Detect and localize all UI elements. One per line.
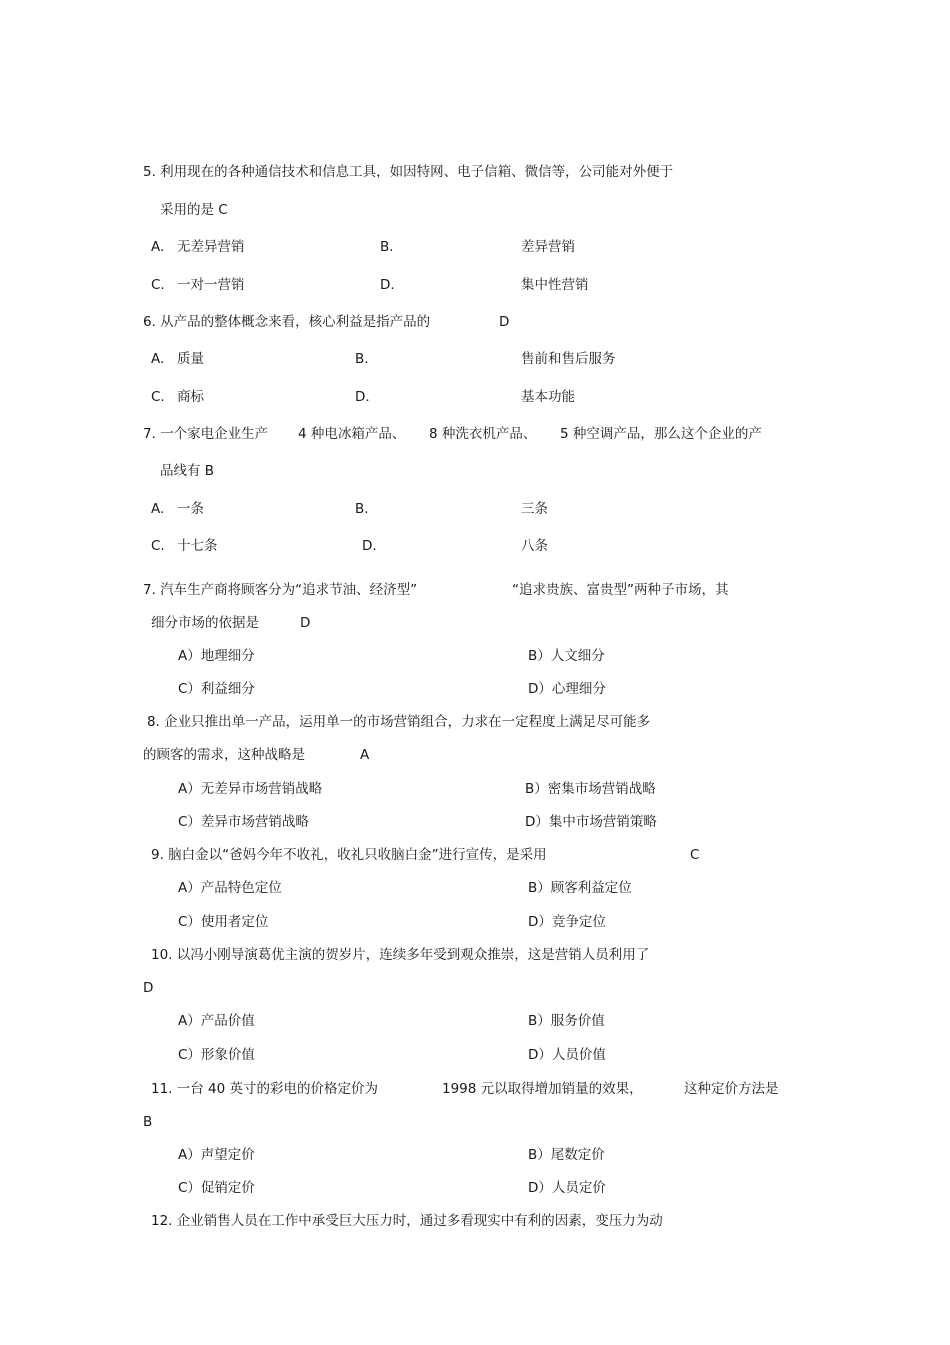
q7a-stem-part3: 8 种洗衣机产品、 <box>429 426 537 442</box>
q11-stem-part1: 11. 一台 40 英寸的彩电的价格定价为 <box>151 1081 379 1097</box>
q7b-answer: D <box>300 615 311 631</box>
q5-option-c-label: C. <box>151 277 165 293</box>
q10-answer: D <box>143 980 154 996</box>
q5-stem-line1: 5. 利用现在的各种通信技术和信息工具，如因特网、电子信箱、微信等，公司能对外便于 <box>143 164 674 180</box>
q7a-option-a-label: A. <box>151 501 165 517</box>
q8-option-a: A）无差异市场营销战略 <box>178 781 323 797</box>
q11-option-c: C）促销定价 <box>178 1180 255 1196</box>
q6-answer: D <box>499 314 510 330</box>
q6-option-c-label: C. <box>151 389 165 405</box>
q5-option-a-text: 无差异营销 <box>177 239 245 255</box>
q10-option-d: D）人员价值 <box>528 1047 606 1063</box>
q5-option-c-text: 一对一营销 <box>177 277 245 293</box>
q7a-stem-part1: 7. 一个家电企业生产 <box>143 426 269 442</box>
q8-stem-line1: 8. 企业只推出单一产品，运用单一的市场营销组合，力求在一定程度上满足尽可能多 <box>147 714 651 730</box>
q5-option-b-text: 差异营销 <box>521 239 575 255</box>
q7b-stem-part2: “追求贵族、富贵型”两种子市场，其 <box>512 582 729 598</box>
q5-option-a-label: A. <box>151 239 165 255</box>
q8-option-b: B）密集市场营销战略 <box>525 781 656 797</box>
q10-stem: 10. 以冯小刚导演葛优主演的贺岁片，连续多年受到观众推崇，这是营销人员利用了 <box>151 947 650 963</box>
q8-option-d: D）集中市场营销策略 <box>525 814 657 830</box>
q7a-option-a-text: 一条 <box>177 501 204 517</box>
q9-stem: 9. 脑白金以“爸妈今年不收礼，收礼只收脑白金”进行宣传，是采用 <box>151 847 547 863</box>
q6-option-b-text: 售前和售后服务 <box>521 351 616 367</box>
q9-answer: C <box>690 847 700 863</box>
q7a-option-b-text: 三条 <box>521 501 548 517</box>
q7a-option-b-label: B. <box>355 501 369 517</box>
q6-option-d-text: 基本功能 <box>521 389 575 405</box>
q7b-option-b: B）人文细分 <box>528 648 605 664</box>
q7b-option-c: C）利益细分 <box>178 681 255 697</box>
q9-option-b: B）顾客利益定位 <box>528 880 632 896</box>
q5-option-d-text: 集中性营销 <box>521 277 589 293</box>
q9-option-c: C）使用者定位 <box>178 914 269 930</box>
q7a-option-d-label: D. <box>362 538 377 554</box>
q8-answer: A <box>360 747 370 763</box>
q6-option-b-label: B. <box>355 351 369 367</box>
q7b-option-d: D）心理细分 <box>528 681 606 697</box>
q8-option-c: C）差异市场营销战略 <box>178 814 309 830</box>
q5-option-d-label: D. <box>380 277 395 293</box>
q7b-stem-line2: 细分市场的依据是 <box>151 615 259 631</box>
q6-option-d-label: D. <box>355 389 370 405</box>
q5-option-b-label: B. <box>380 239 394 255</box>
q10-option-b: B）服务价值 <box>528 1013 605 1029</box>
q7b-stem-part1: 7. 汽车生产商将顾客分为“追求节油、经济型” <box>143 582 418 598</box>
q7a-option-d-text: 八条 <box>521 538 548 554</box>
q11-answer: B <box>143 1114 153 1130</box>
q7a-option-c-label: C. <box>151 538 165 554</box>
q11-option-a: A）声望定价 <box>178 1147 255 1163</box>
q6-option-a-label: A. <box>151 351 165 367</box>
q7a-stem-line2: 品线有 B <box>160 463 215 479</box>
q7a-stem-part2: 4 种电冰箱产品、 <box>298 426 406 442</box>
q11-option-b: B）尾数定价 <box>528 1147 605 1163</box>
q11-stem-part2: 1998 元以取得增加销量的效果， <box>442 1081 643 1097</box>
q6-option-c-text: 商标 <box>177 389 204 405</box>
q5-stem-line2: 采用的是 C <box>160 202 228 218</box>
q10-option-c: C）形象价值 <box>178 1047 255 1063</box>
q6-stem: 6. 从产品的整体概念来看，核心利益是指产品的 <box>143 314 431 330</box>
q6-option-a-text: 质量 <box>177 351 204 367</box>
q9-option-d: D）竞争定位 <box>528 914 606 930</box>
q9-option-a: A）产品特色定位 <box>178 880 282 896</box>
q11-stem-part3: 这种定价方法是 <box>684 1081 779 1097</box>
q7a-stem-part4: 5 种空调产品，那么这个企业的产 <box>560 426 762 442</box>
q7a-option-c-text: 十七条 <box>177 538 218 554</box>
q10-option-a: A）产品价值 <box>178 1013 255 1029</box>
q12-stem: 12. 企业销售人员在工作中承受巨大压力时，通过多看现实中有利的因素，变压力为动 <box>151 1213 663 1229</box>
q7b-option-a: A）地理细分 <box>178 648 255 664</box>
q8-stem-line2: 的顾客的需求，这种战略是 <box>143 747 305 763</box>
q11-option-d: D）人员定价 <box>528 1180 606 1196</box>
